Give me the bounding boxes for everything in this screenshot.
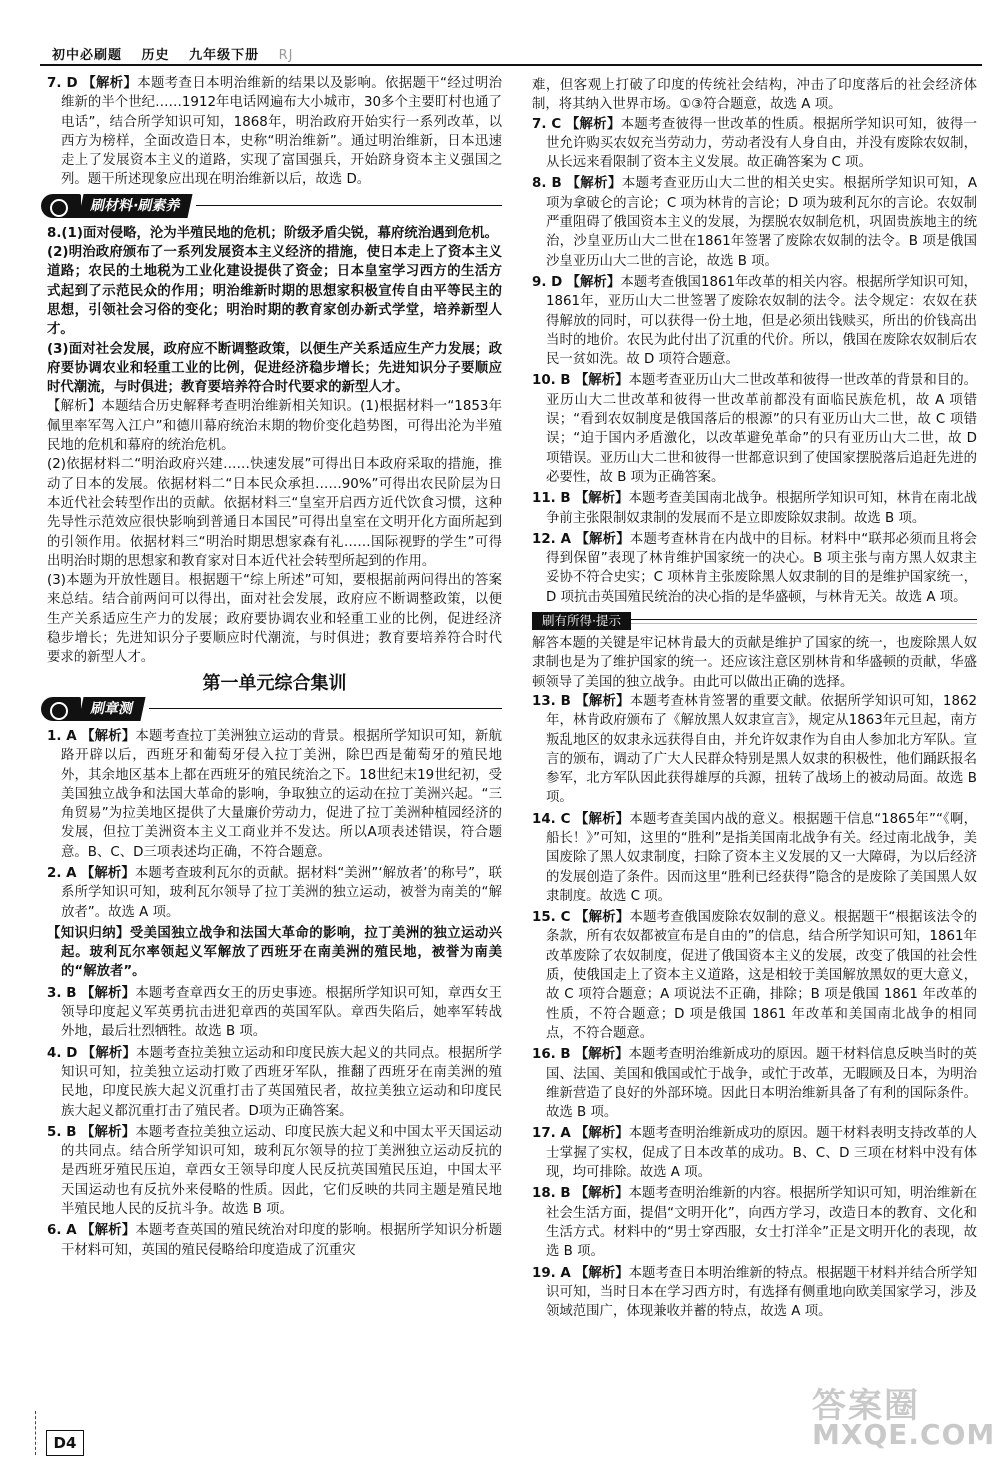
answer-8-part1: 8.(1)面对侵略，沦为半殖民地的危机；阶级矛盾尖锐，幕府统治遇到危机。 [47, 225, 499, 241]
item-number: 3. B [47, 985, 77, 1001]
hint-text: 解答本题的关键是牢记林肯最大的贡献是维护了国家的统一，也废除黑人奴隶制也是为了维护国家的统一。还应该注意区别林肯和华盛顿的贡献，华盛顿领导了美国的独立战争。由此可以做出正确的选择。 [532, 636, 977, 690]
item-text: 本题考查林肯在内战中的目标。材料中“联邦必须而且将会得到保留”表现了林肯维护国家统一的决心。B 项主张与南方黑人奴隶主妥协不符合史实；C 项林肯主张废除黑人奴隶制的目的是维护国家统一，D 项抗击英国殖民统治的决心指的是华盛顿，与林肯无关。故选 A 项。 [546, 531, 978, 605]
item-text: 本题考查俄国废除农奴制的意义。根据题干“根据该法令的条款，所有农奴都被宣布是自由的”的信息，结合所学知识可知，1861年改革废除了农奴制度，促进了俄国资本主义的发展，改变了俄国的社会性质，使俄国走上了资本主义道路，这是相较于美国解放黑奴的更大意义，故 C 项符合题意；A 项说法不正确，排除；B 项是俄国 1861 年改革的性质，不符合题意；D 项是俄国 1861 年改革和美国南北战争的相同点，不符合题意。 [546, 910, 978, 1041]
item-text: 本题考查英国的殖民统治对印度的影响。根据所学知识分析题干材料可知，英国的殖民侵略给印度造成了沉重灾 [61, 1223, 502, 1258]
item-number: 18. B [532, 1186, 571, 1202]
item-text: 本题考查明治维新成功的原因。题干材料信息反映当时的英国、法国、美国和俄国或忙于战争，或忙于改革，无暇顾及日本，为明治维新营造了良好的外部环境。因此日本明治维新具备了有利的国际条件。故选 B 项。 [546, 1047, 978, 1121]
item-number: 5. B [47, 1124, 77, 1140]
item-text: 本题考查日本明治维新的特点。根据题干材料并结合所学知识可知，当时日本在学习西方时，有选择有侧重地向欧美国家学习，涉及领域范围广，体现兼收并蓄的特点，故选 A 项。 [546, 1265, 978, 1320]
answer-item [532, 115, 977, 173]
grade-name: 九年级下册 [189, 48, 260, 63]
answer-6-continued: 难，但客观上打破了印度的传统社会结构，冲击了印度落后的社会经济体制，将其纳入世界市场。①③符合题意，故选 A 项。 [532, 78, 977, 113]
item-text: 本题考查美国内战的意义。根据题干信息“1865年”“《啊，船长！》”可知，这里的“胜利”是指美国南北战争有关。经过南北战争，美国废除了黑人奴隶制度，扫除了资本主义发展的又一大障碍，为以后经济的发展创造了条件。因而这里“胜利已经获得”隐含的是废除了美国黑人奴隶制度。故选 C 项。 [546, 811, 978, 904]
answer-item [532, 530, 977, 607]
answer-item [532, 1124, 977, 1182]
item-text: 本题考查明治维新的内容。根据所学知识可知，明治维新在社会生活方面，提倡“文明开化”，向西方学习，改造日本的教育、文化和生活方式。材料中的“男士穿西服，女士打洋伞”正是文明开化的表现，故选 B 项。 [546, 1186, 978, 1260]
item-number: 13. B [532, 693, 571, 709]
series-name: 初中必刷题 [52, 48, 123, 63]
answer-item [532, 489, 977, 528]
hint-box-header [532, 611, 977, 631]
answer-item [532, 908, 977, 1043]
item-text: 受美国独立战争和法国大革命的影响，拉丁美洲的独立运动兴起。玻利瓦尔率领起义军解放了西班牙在南美洲的殖民地，被誉为南美的“解放者”。 [61, 925, 503, 980]
answer-item [532, 1264, 977, 1322]
item-number: 7. D [47, 76, 78, 91]
answer-item [47, 1044, 502, 1121]
item-text: 本题考查章西女王的历史事迹。根据所学知识可知，章西女王领导印度起义军英勇抗击进犯章西的英国军队。章西失陷后，她率军转战外地，最后壮烈牺牲。故选 B 项。 [61, 985, 503, 1040]
item-tag: 【解析】 [81, 1045, 137, 1061]
item-tag: 【解析】 [566, 176, 622, 192]
item-tag: 【解析】 [575, 531, 630, 547]
item-tag: 【解析】 [574, 811, 630, 827]
banner-label: 刷材料·刷素养 [78, 194, 192, 218]
item-tag: 【解析】 [574, 910, 630, 926]
item-tag: 【解析】 [81, 1223, 136, 1239]
watermark-logo: 答案圈 [812, 1386, 920, 1426]
item-tag: 【解析】 [82, 76, 138, 91]
answer-item-7 [47, 74, 502, 190]
answer-item [532, 1045, 977, 1122]
hint-label: 刷有所得·提示 [532, 612, 631, 630]
item-text: 本题考查亚历山大二世改革和彼得一世改革的背景和目的。亚历山大二世改革和彼得一世改革前都没有面临民族危机，故 A 项错误；“看到农奴制度是俄国落后的根源”的只有亚历山大二世，故 C 项错误；“迫于国内矛盾激化，以改革避免革命”的只有亚历山大二世，故 D 项错误。亚历山大二世和彼得一世都意识到了使国家摆脱落后追赶先进的必要性，故 B 项为正确答案。 [546, 373, 978, 485]
running-header [52, 44, 308, 63]
right-answer-list [532, 115, 977, 607]
item-number: 4. D [47, 1045, 78, 1061]
brush-icon [41, 697, 81, 721]
answer-item [532, 174, 977, 270]
item-tag: 【解析】 [575, 1265, 629, 1281]
answer-item [47, 984, 502, 1042]
section-banner-chapter-test [41, 697, 502, 721]
answer-item [532, 1184, 977, 1261]
item-tag: 【解析】 [565, 116, 621, 132]
answer-item [532, 810, 977, 906]
answer-item [47, 1221, 502, 1260]
hint-rule [631, 619, 977, 624]
item-text: 本题考查拉美独立运动和印度民族大起义的共同点。根据所学知识可知，拉美独立运动打败了西班牙军队，推翻了西班牙在南美洲的殖民地，印度民族大起义沉重打击了英国殖民者，故拉美独立运动和印度民族大起义都沉重打击了殖民者。D项为正确答案。 [61, 1045, 503, 1119]
watermark-url: MXQE.COM [812, 1418, 996, 1451]
item-tag: 【解析】 [80, 1124, 136, 1140]
item-number: 14. C [532, 811, 571, 827]
answer-item [532, 371, 977, 487]
item-tag: 【解析】 [574, 1186, 629, 1202]
item-tag: 【解析】 [566, 274, 621, 290]
page-number: D4 [46, 1430, 84, 1456]
item-number: 1. A [47, 728, 77, 744]
item-text: 本题考查拉丁美洲独立运动的背景。根据所学知识可知，新航路开辟以后，西班牙和葡萄牙侵入拉丁美洲，除巴西是葡萄牙的殖民地外，其余地区基本上都在西班牙的殖民统治之下。18世纪末19世纪初，受美国独立战争和法国大革命的影响，争取独立的运动在拉丁美洲兴起。“三角贸易”为拉美地区提供了大量廉价劳动力，促进了拉丁美洲种植园经济的发展，但拉丁美洲资本主义工商业并不发达。所以A项表述错误，符合题意。B、C、D三项表述均正确，不符合题意。 [61, 728, 502, 860]
item-number: 11. B [532, 491, 571, 507]
answer-item [47, 727, 502, 862]
item-tag: 【解析】 [575, 693, 630, 709]
item-text: 本题考查玻利瓦尔的贡献。据材料“美洲”‘解放者’的称号”，联系所学知识可知，玻利瓦尔领导了拉丁美洲的独立运动，被誉为南美的“解放者”。故选 A 项。 [61, 865, 503, 920]
item-text: 本题考查亚历山大二世的相关史实。根据所学知识可知，A 项为拿破仑的言论；C 项为林肯的言论；D 项为玻利瓦尔的言论。农奴制严重阻碍了俄国资本主义的发展，为摆脱农奴制危机，巩固贵族地主的统治，沙皇亚历山大二世在1861年签署了废除农奴制的法令。B 项是俄国沙皇亚历山大二世的言论，故选 B 项。 [546, 176, 978, 269]
header-rule [40, 64, 982, 66]
item-tag: 【知识归纳】 [47, 925, 130, 941]
item-number: 17. A [532, 1126, 571, 1142]
subject-name: 历史 [141, 48, 170, 63]
left-column [47, 74, 502, 1262]
item-number: 10. B [532, 373, 571, 389]
answer-8-part3: (3)面对社会发展，政府应不断调整政策，以便生产关系适应生产力发展；政府要协调农业和轻重工业的比例，促进经济稳步增长；先进知识分子要顺应时代潮流，与时俱进；教育要培养符合时代要求的新型人才。 [47, 341, 502, 396]
answer-item [47, 1123, 502, 1219]
left-answer-list [47, 727, 502, 1260]
item-number: 12. A [532, 531, 571, 547]
item-number: 16. B [532, 1047, 571, 1063]
item-text: 本题考查明治维新成功的原因。题干材料表明支持改革的人士掌握了实权，促成了日本改革的成功。B、C、D 三项在材料中没有体现，均可排除。故选 A 项。 [546, 1126, 978, 1181]
banner-rule [196, 205, 502, 206]
answer-item [47, 864, 502, 922]
item-tag: 【解析】 [81, 728, 136, 744]
item-text: 本题考查拉美独立运动、印度民族大起义和中国太平天国运动的共同点。结合所学知识可知，玻利瓦尔领导的拉丁美洲独立运动反抗的是西班牙殖民压迫，章西女王领导印度人民反抗英国殖民压迫，中国太平天国运动也有反抗外来侵略的性质。因此，它们反映的共同主题是殖民地半殖民地人民的反抗斗争。故选 B 项。 [61, 1124, 503, 1218]
item-tag: 【解析】 [80, 865, 135, 881]
item-tag: 【解析】 [80, 985, 136, 1001]
item-tag: 【解析】 [575, 1126, 629, 1142]
right-column [532, 76, 977, 1323]
item-tag: 【解析】 [574, 1047, 629, 1063]
item-number: 7. C [532, 116, 562, 132]
item-number: 15. C [532, 910, 571, 926]
answer-item [47, 924, 502, 982]
edition-code: RJ [278, 48, 294, 63]
banner-label: 刷章测 [78, 697, 145, 721]
answer-item [532, 273, 977, 369]
banner-rule [149, 708, 502, 709]
answer-8-part2: (2)明治政府颁布了一系列发展资本主义经济的措施，使日本走上了资本主义道路；农民的土地税为工业化建设提供了资金；日本皇室学习西方的生活方式起到了示范民众的作用；明治维新时期的思想家积极宣传自由平等民主的思想，引领社会习俗的变化；明治时期的教育家创办新式学堂，培养新型人才。 [47, 245, 502, 338]
item-text: 本题考查美国南北战争。根据所学知识可知，林肯在南北战争前主张限制奴隶制的发展而不是立即废除奴隶制。故选 B 项。 [546, 491, 978, 526]
answer-item [532, 692, 977, 808]
item-number: 9. D [532, 274, 563, 290]
item-text: 本题考查俄国1861年改革的相关内容。根据所学知识可知，1861年，亚历山大二世签署了废除农奴制的法令。法令规定：农奴在获得解放的同时，可以获得一份土地，但是必须出钱赎买，所出的价钱高出当时的地价。农民为此付出了沉重的代价。所以，俄国在废除农奴制后农民一贫如洗。故 D 项符合题意。 [546, 274, 978, 368]
item-number: 19. A [532, 1265, 571, 1281]
item-text: 本题考查林肯签署的重要文献。依据所学知识可知，1862年，林肯政府颁布了《解放黑人奴隶宣言》，规定从1863年元旦起，南方叛乱地区的奴隶永远获得自由，并允许奴隶作为自由人参加北方军队。宣言的颁布，调动了广大人民群众特别是黑人奴隶的积极性，他们踊跃报名参军，北方军队因此获得雄厚的兵源，扭转了战场上的被动局面。故选 B 项。 [546, 693, 978, 806]
unit-title: 第一单元综合集训 [202, 672, 347, 694]
right-answer-list-2 [532, 692, 977, 1322]
item-tag: 【解析】 [574, 373, 629, 389]
answer-8-analysis1: 【解析】本题结合历史解释考查明治维新相关知识。(1)根据材料一“1853年佩里率军驾入江户”和德川幕府统治末期的物价变化趋势图，可得出沦为半殖民地的危机和幕府的统治危机。 [47, 399, 502, 454]
section-banner-materials [41, 194, 502, 218]
item-number: 8. B [532, 176, 562, 192]
item-text: 本题考查彼得一世改革的性质。根据所学知识可知，彼得一世允许购买农奴充当劳动力，劳动者没有人身自由，并没有废除农奴制，从长远来看限制了资本主义发展。故正确答案为 C 项。 [546, 116, 978, 171]
item-tag: 【解析】 [574, 491, 629, 507]
item-number: 6. A [47, 1223, 77, 1239]
answer-8-analysis3: (3)本题为开放性题目。根据题干“综上所述”可知，要根据前两问得出的答案来总结。结合前两问可以得出，面对社会发展，政府应不断调整政策，以便生产关系适应生产力的发展；政府要协调农业和轻重工业的比例，促进经济稳步增长；先进知识分子要顺应时代潮流，与时俱进；教育要培养符合时代要求的新型人才。 [47, 573, 502, 666]
item-text: 本题考查日本明治维新的结果以及影响。依据题干“经过明治维新的半个世纪……1912年电话网遍布大小城市，30多个主要盯村也通了电话”，结合所学知识可知，1868年，明治政府开始实行一系列改革，以西方为榜样，全面改造日本，史称“明治维新”。通过明治维新，日本迅速走上了发展资本主义的道路，实现了富国强兵，开始跻身资本主义强国之列。题干所述现象应出现在明治维新以后，故选 D。 [61, 76, 503, 188]
brush-icon [41, 194, 81, 218]
answer-8-analysis2: (2)依据材料二“明治政府兴建……快速发展”可得出日本政府采取的措施，推动了日本的发展。依据材料二“日本民众承担……90%”可得出农民阶层为日本近代社会转型作出的贡献。依据材料三“皇室开启西方近代饮食习惯，这种先导性示范效应很快影响到普通日本国民”可得出皇室在文明开化方面所起到的引领作用。依据材料三“明治时期思想家森有礼……国际视野的学生”可得出明治时期的思想家和教育家对日本近代社会转型所起到的作用。 [47, 457, 502, 569]
item-number: 2. A [47, 865, 77, 881]
